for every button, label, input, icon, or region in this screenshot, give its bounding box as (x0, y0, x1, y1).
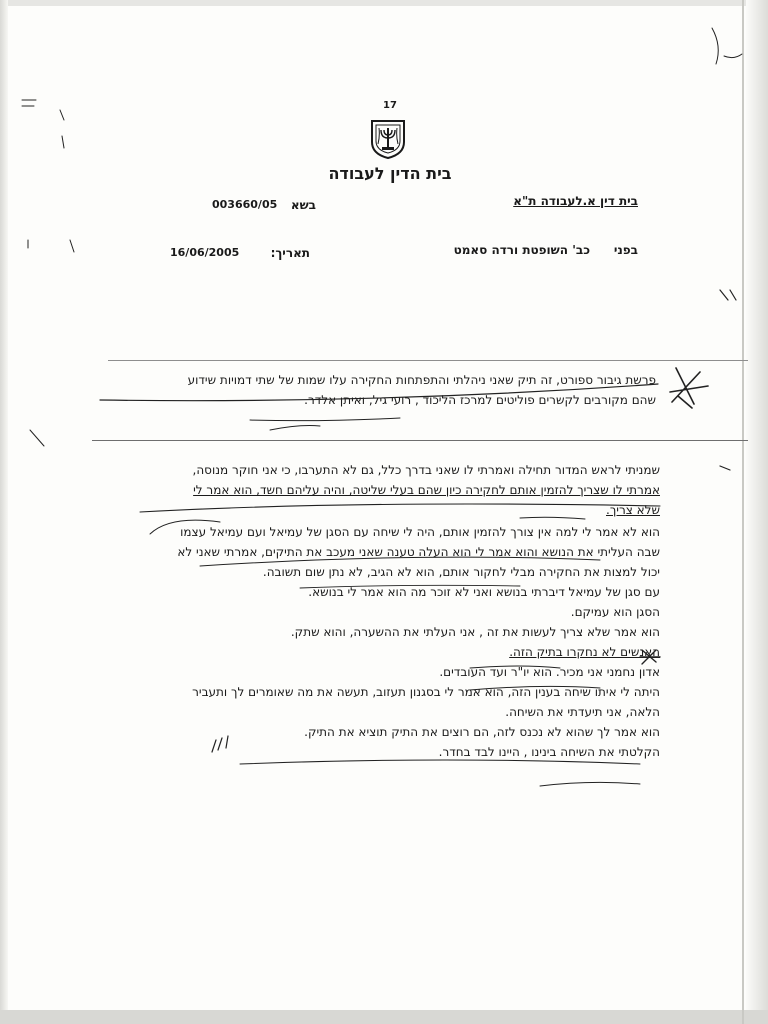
scan-edge-right (746, 0, 768, 1024)
text-line: הוא אמר לך שהוא לא נכנס לזה, הם רוצים את התיק תוציא את התיק. (304, 725, 660, 739)
text-line: היתה לי איתו שיחה בענין הזה, הוא אמר לי בסגנון תעזוב, תעשה את מה שאומרים לך ותעביר (192, 685, 660, 699)
text-line: הוא לא אמר לי למה אין צורך להזמין אותם, היה לי שיחה עם הסגן של עמיאל ועם עמיאל עצמו (180, 525, 660, 539)
text-line: אמרתי לו שצריך להזמין אותם לחקירה כיון שהם בעלי שליטה, והיה עליהם חשד, הוא אמר לי (193, 483, 660, 497)
court-branch: בית דין א.לעבודה ת"א (513, 194, 638, 208)
text-line: שמניתי לראש המדור תחילה ואמרתי לו שאני בדרך כלל, גם לא התערבו, כי אני חוקר מנוסה, (192, 463, 660, 477)
testimony-paragraph-3 (100, 522, 660, 762)
testimony-paragraph-1 (100, 370, 656, 410)
text-line: פרשת גיבור ספורט, זה תיק שאני ניהלתי והתפתחות החקירה עלו שמות של שתי דמויות שידוע (187, 373, 656, 387)
text-line: הסגן הוא עמיקם. (570, 605, 660, 619)
date-label: תאריך: (270, 246, 310, 260)
text-line: הקלטתי את השיחה בינינו , היינו לבד בחדר. (438, 745, 660, 759)
text-line: שבה העליתי את הנושא והוא אמר לי הוא העלה טענה שאני מעכב את התיקים, אמרתי שאני לא (177, 545, 660, 559)
text-line: יכול למצות את החקירה מבלי לחקור אותם, הוא לא הגיב, לא נתן שום תשובה. (262, 565, 660, 579)
scan-edge-top (0, 0, 768, 6)
case-label: בשא (290, 198, 316, 212)
text-line: האנשים לא נחקרו בתיק הזה. (509, 645, 660, 659)
text-line: שלא צריך. (606, 503, 660, 517)
text-line: עם סגן של עמיאל דיברתי בנושא ואני לא זוכר מה הוא אמר לי בנושא. (308, 585, 660, 599)
page-number: 17 (383, 100, 397, 111)
scan-edge-bottom (0, 1010, 768, 1024)
section-divider-top (108, 360, 748, 361)
court-title: בית הדין לעבודה (328, 164, 452, 183)
before-label: בפני (613, 243, 638, 257)
text-line: אדון נחמני אני מכיר. הוא יו"ר ועד העובדים. (439, 665, 660, 679)
scan-edge-left (0, 0, 8, 1024)
judge-name: כב' השופטת ורדה סאמט (453, 243, 590, 257)
case-number: 003660/05 (212, 198, 278, 211)
margin-line (742, 0, 744, 1024)
testimony-paragraph-2 (100, 460, 660, 520)
text-line: שהם מקורבים לקשרים פוליטים למרכז הליכוד , רועי גיל, ואיתן אלדר. (304, 393, 656, 407)
text-line: הלאה, אני תיעדתי את השיחה. (505, 705, 660, 719)
section-divider-bottom (92, 440, 748, 441)
hearing-date: 16/06/2005 (170, 246, 240, 259)
state-emblem-icon (366, 118, 410, 160)
text-line: הוא אמר שלא צריך לעשות את זה , אני העלתי את ההשערה, והוא שתק. (290, 625, 660, 639)
